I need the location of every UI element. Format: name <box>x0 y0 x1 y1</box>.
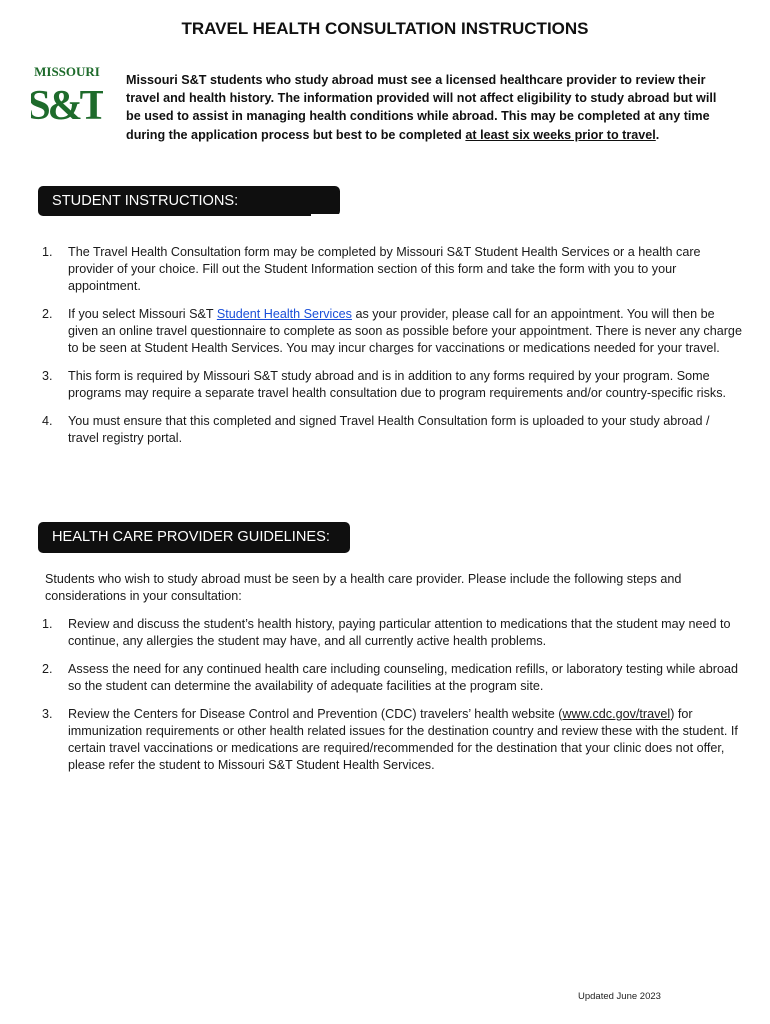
provider-guidelines-heading: HEALTH CARE PROVIDER GUIDELINES: <box>38 522 350 553</box>
logo-top-text: MISSOURI <box>34 64 100 79</box>
missouri-st-logo <box>31 64 103 124</box>
list-item: 4. You must ensure that this completed and signed Travel Health Consultation form is uploaded to your study abroad / travel registry portal. <box>42 414 710 445</box>
page-title: TRAVEL HEALTH CONSULTATION INSTRUCTIONS <box>181 19 589 38</box>
student-health-services-link[interactable]: Student Health Services <box>216 307 352 321</box>
list-item: 2. Assess the need for any continued health care including counseling, medication refills, or laboratory testing while abroad so the student can determine the availability of adequate facilities at the program site. <box>42 662 738 693</box>
intro-text: Missouri S&T students who study abroad must see a licensed healthcare provider to review their travel and health history. The information provided will not affect eligibility to study abroad but will be used to assist in managing health conditions while abroad. This may be completed at any time during the application process but best to be completed <box>126 73 717 142</box>
list-item: 3. Review the Centers for Disease Control and Prevention (CDC) travelers’ health website (www.cdc.gov/travel) for immunization requirements or other health related issues for the destination country and review these with the student. If certain travel vaccinations or medications are required/recommended for the destination that your clinic does not offer, please refer the student to Missouri S&T Student Health Services. <box>42 707 738 772</box>
list-item: 3. This form is required by Missouri S&T study abroad and is in addition to any forms required by your program. Some programs may require a separate travel health consultation due to program requirements and/or country-specific risks. <box>42 369 726 400</box>
list-item: 1. The Travel Health Consultation form may be completed by Missouri S&T Student Health Services or a health care provider of your choice. Fill out the Student Information section of this form and take the form with you to your appointment. <box>42 245 701 293</box>
provider-guidelines-list <box>42 616 742 785</box>
intro-underlined: at least six weeks prior to travel <box>465 127 656 142</box>
list-item: 2. If you select Missouri S&T Student Health Services as your provider, please call for an appointment. You will then be given an online travel questionnaire to complete as soon as possible before your appointment. There is never any charge to be seen at Student Health Services. You may incur charges for vaccinations or medications needed for your travel. <box>42 307 742 355</box>
student-instructions-list <box>42 244 742 458</box>
intro-end: . <box>655 127 660 142</box>
logo-main-text: S&T <box>31 83 103 124</box>
provider-intro: Students who wish to study abroad must be seen by a health care provider. Please include the following steps and considerations in your consultation: <box>45 572 682 603</box>
list-item: 1. Review and discuss the student’s health history, paying particular attention to medications that the student may need to continue, any allergies the student may have, and all currently active health problems. <box>42 617 731 648</box>
student-instructions-heading: STUDENT INSTRUCTIONS: <box>38 186 340 216</box>
cdc-travel-link[interactable]: www.cdc.gov/travel <box>562 707 671 721</box>
updated-date: Updated June 2023 <box>578 991 661 1002</box>
intro-paragraph <box>126 71 726 144</box>
